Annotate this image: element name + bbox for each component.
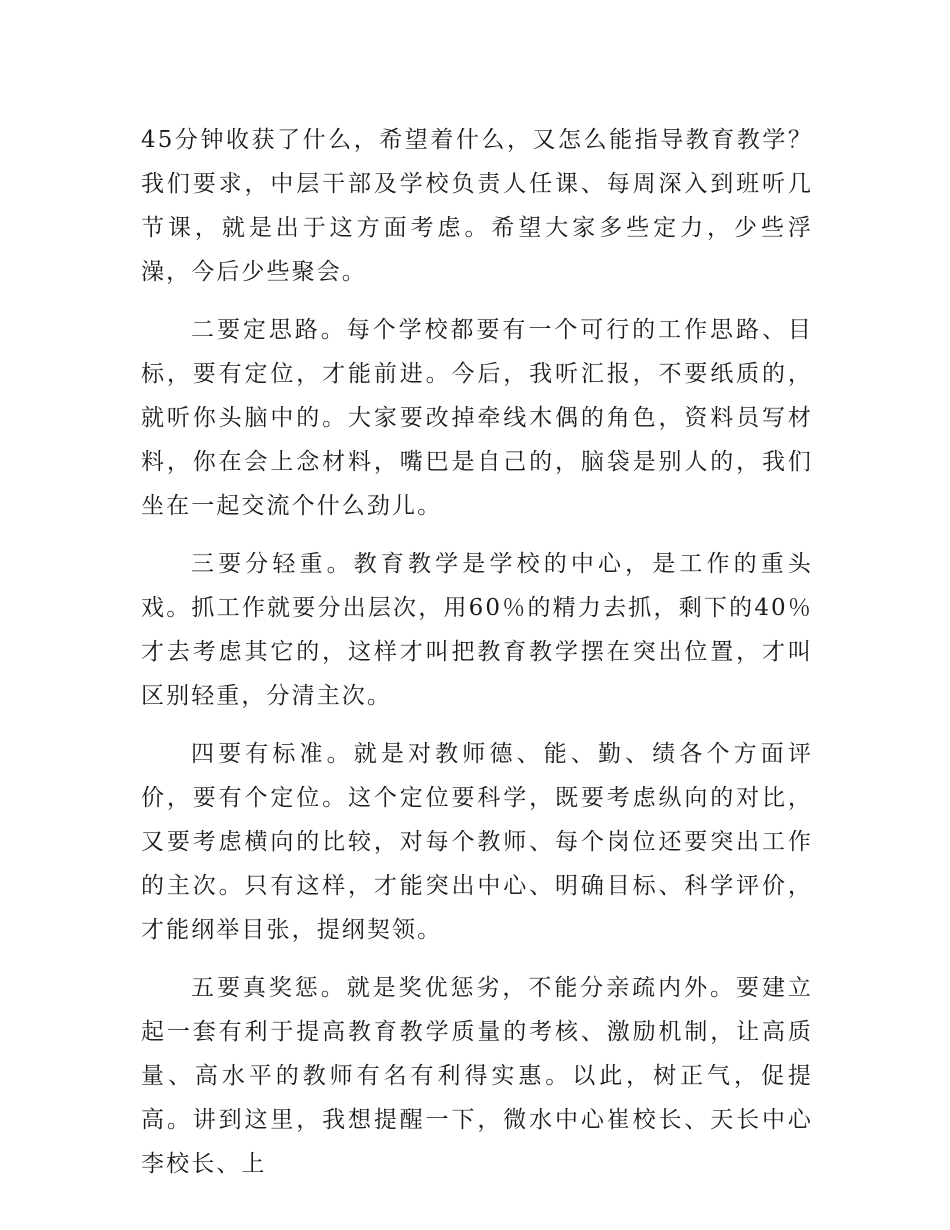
paragraph-rewards-penalties: 五要真奖惩。就是奖优惩劣，不能分亲疏内外。要建立起一套有利于提高教育教学质量的考核、激励机制，让高质量、高水平的教师有名有利得实惠。以此，树正气，促提高。讲到这里，我想提醒一下，微水中心崔校长、天长中心李校长、上 <box>141 975 813 1177</box>
paragraph-continuation: 45分钟收获了什么，希望着什么，又怎么能指导教育教学？我们要求，中层干部及学校负责人任课、每周深入到班听几节课，就是出于这方面考虑。希望大家多些定力，少些浮澡，今后少些聚会。 <box>141 127 813 285</box>
document-page <box>141 118 813 1200</box>
paragraph-standards: 四要有标准。就是对教师德、能、勤、绩各个方面评价，要有个定位。这个定位要科学，既要考虑纵向的对比，又要考虑横向的比较，对每个教师、每个岗位还要突出工作的主次。只有这样，才能突出中心、明确目标、科学评价，才能纲举目张，提纲契领。 <box>141 741 813 943</box>
paragraph-priorities: 三要分轻重。教育教学是学校的中心，是工作的重头戏。抓工作就要分出层次，用60％的精力去抓，剩下的40％才去考虑其它的，这样才叫把教育教学摆在突出位置，才叫区别轻重，分清主次。 <box>141 551 813 709</box>
paragraph-define-ideas: 二要定思路。每个学校都要有一个可行的工作思路、目标，要有定位，才能前进。今后，我听汇报，不要纸质的，就听你头脑中的。大家要改掉牵线木偶的角色，资料员写材料，你在会上念材料，嘴巴是自己的，脑袋是别人的，我们坐在一起交流个什么劲儿。 <box>141 317 813 519</box>
